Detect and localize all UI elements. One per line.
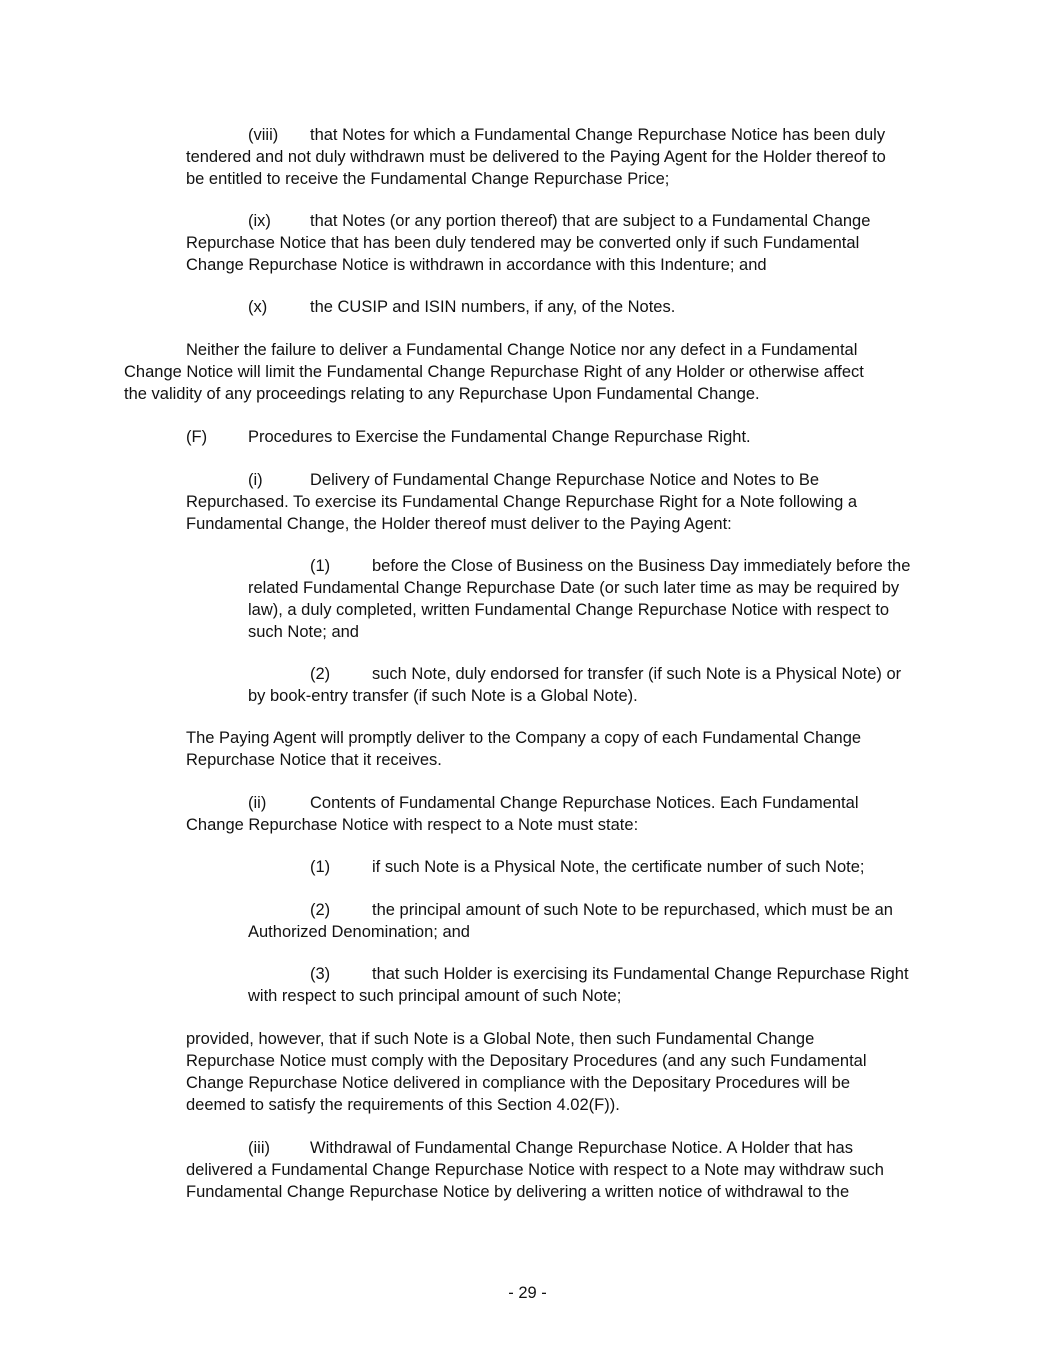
clause-i: [186, 469, 857, 535]
section-title: Procedures to Exercise the Fundamental Change Repurchase Right.: [248, 428, 751, 446]
subclause-line: by book-entry transfer (if such Note is a Global Note).: [248, 687, 638, 705]
clause-x: [186, 296, 675, 318]
subclause-first-line: that such Holder is exercising its Fundamental Change Repurchase Right: [372, 965, 909, 983]
subclause-1-delivery: [248, 555, 910, 643]
clause-line: Repurchase Notice that has been duly tendered may be converted only if such Fundamental: [186, 234, 860, 252]
section-f-heading: [186, 426, 751, 448]
subclause-label: (2): [310, 665, 331, 683]
clause-first-line: that Notes for which a Fundamental Change Repurchase Notice has been duly: [310, 126, 886, 144]
subclause-line: with respect to such principal amount of such Note;: [248, 987, 622, 1005]
paragraph-proviso: [186, 1028, 867, 1116]
clause-line: tendered and not duly withdrawn must be delivered to the Paying Agent for the Holder thereof to: [186, 148, 886, 166]
paragraph-line: the validity of any proceedings relating to any Repurchase Upon Fundamental Change.: [124, 385, 760, 403]
clause-line: be entitled to receive the Fundamental Change Repurchase Price;: [186, 170, 670, 188]
subclause-2-contents: [248, 899, 893, 943]
paragraph-line: Repurchase Notice that it receives.: [186, 751, 442, 769]
clause-label: (x): [248, 298, 268, 316]
subclause-2-delivery: [248, 663, 901, 707]
clause-iii: [186, 1137, 884, 1203]
clause-first-line: Delivery of Fundamental Change Repurchase Notice and Notes to Be: [310, 471, 820, 489]
subclause-line: such Note; and: [248, 623, 359, 641]
subclause-line: related Fundamental Change Repurchase Date (or such later time as may be required by: [248, 579, 900, 597]
clause-line: Fundamental Change Repurchase Notice by delivering a written notice of withdrawal to the: [186, 1183, 850, 1201]
subclause-first-line: if such Note is a Physical Note, the certificate number of such Note;: [372, 858, 865, 876]
subclause-label: (1): [310, 557, 331, 575]
clause-viii: [186, 124, 886, 190]
subclause-line: law), a duly completed, written Fundamental Change Repurchase Notice with respect to: [248, 601, 890, 619]
clause-first-line: Withdrawal of Fundamental Change Repurchase Notice. A Holder that has: [310, 1139, 853, 1157]
section-label: (F): [186, 428, 208, 446]
paragraph-first-line: Neither the failure to deliver a Fundamental Change Notice nor any defect in a Fundamental: [186, 341, 858, 359]
subclause-line: Authorized Denomination; and: [248, 923, 470, 941]
clause-ii: [186, 792, 859, 836]
paragraph-paying-agent: [186, 727, 861, 771]
paragraph-line: Change Notice will limit the Fundamental Change Repurchase Right of any Holder or otherwise affect: [124, 363, 864, 381]
clause-first-line: the CUSIP and ISIN numbers, if any, of the Notes.: [310, 298, 676, 316]
subclause-label: (3): [310, 965, 331, 983]
subclause-first-line: the principal amount of such Note to be repurchased, which must be an: [372, 901, 893, 919]
clause-line: Change Repurchase Notice with respect to a Note must state:: [186, 816, 639, 834]
clause-label: (i): [248, 471, 263, 489]
paragraph-line: Change Repurchase Notice delivered in compliance with the Depositary Procedures will be: [186, 1074, 851, 1092]
subclause-label: (1): [310, 858, 331, 876]
page-number: - 29 -: [508, 1284, 547, 1302]
clause-line: delivered a Fundamental Change Repurchase Notice with respect to a Note may withdraw such: [186, 1161, 884, 1179]
clause-ix: [186, 210, 870, 276]
clause-label: (iii): [248, 1139, 270, 1157]
paragraph-line: deemed to satisfy the requirements of this Section 4.02(F)).: [186, 1096, 620, 1114]
paragraph-line: Repurchase Notice must comply with the Depositary Procedures (and any such Fundamental: [186, 1052, 867, 1070]
subclause-3-contents: [248, 963, 909, 1007]
subclause-first-line: such Note, duly endorsed for transfer (if such Note is a Physical Note) or: [372, 665, 902, 683]
clause-line: Fundamental Change, the Holder thereof must deliver to the Paying Agent:: [186, 515, 732, 533]
clause-label: (viii): [248, 126, 279, 144]
clause-label: (ii): [248, 794, 267, 812]
clause-label: (ix): [248, 212, 271, 230]
subclause-first-line: before the Close of Business on the Business Day immediately before the: [372, 557, 911, 575]
clause-line: Repurchased. To exercise its Fundamental Change Repurchase Right for a Note following a: [186, 493, 858, 511]
clause-line: Change Repurchase Notice is withdrawn in accordance with this Indenture; and: [186, 256, 767, 274]
clause-first-line: that Notes (or any portion thereof) that are subject to a Fundamental Change: [310, 212, 871, 230]
paragraph-first-line: provided, however, that if such Note is a Global Note, then such Fundamental Change: [186, 1030, 815, 1048]
clause-first-line: Contents of Fundamental Change Repurchase Notices. Each Fundamental: [310, 794, 859, 812]
subclause-label: (2): [310, 901, 331, 919]
paragraph-first-line: The Paying Agent will promptly deliver to the Company a copy of each Fundamental Change: [186, 729, 862, 747]
subclause-1-contents: [248, 856, 864, 878]
paragraph-neither: [124, 339, 864, 405]
